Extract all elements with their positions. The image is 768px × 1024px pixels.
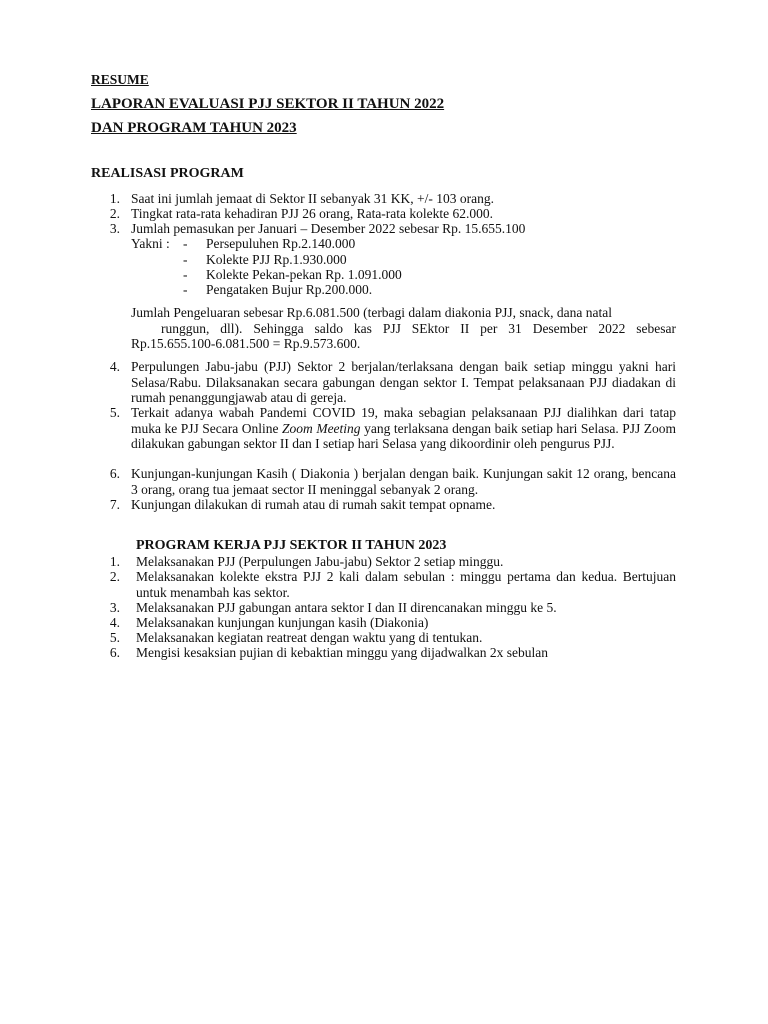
sub-item-pengataken: Pengataken Bujur Rp.200.000. xyxy=(206,282,373,297)
program-item-4: Melaksanakan kunjungan kunjungan kasih (Diakonia) xyxy=(136,615,429,630)
pengeluaran-line-2: runggun, dll). Sehingga saldo kas PJJ SEktor II per 31 Desember 2022 sebesar xyxy=(161,320,676,336)
sub-item-kolekte-pjj: Kolekte PJJ Rp.1.930.000 xyxy=(206,252,347,267)
realisasi-item-2: Tingkat rata-rata kehadiran PJJ 26 orang, Rata-rata kolekte 62.000. xyxy=(131,206,494,221)
list-number: 1. xyxy=(109,191,120,206)
list-number: 3. xyxy=(109,600,120,615)
realisasi-item-4: Perpulungen Jabu-jabu (PJJ) Sektor 2 berjalan/terlaksana dengan baik setiap minggu yakni hari Selasa/Rabu. Dilaksanakan secara gabungan dengan sektor I. Tempat pelaksanaan PJJ diadakan di rumah penanggungjawab atau di gereja. xyxy=(131,359,676,405)
program-item-6: Mengisi kesaksian pujian di kebaktian minggu yang dijadwalkan 2x sebulan xyxy=(136,645,549,660)
realisasi-item-1: Saat ini jumlah jemaat di Sektor II sebanyak 31 KK, +/- 103 orang. xyxy=(131,191,495,206)
pengeluaran-summary xyxy=(131,305,676,352)
list-number: 2. xyxy=(109,206,120,221)
list-number: 7. xyxy=(109,497,120,512)
resume-heading: RESUME xyxy=(91,72,149,87)
report-title-line2: DAN PROGRAM TAHUN 2023 xyxy=(91,120,297,136)
yakni-label: Yakni : xyxy=(131,236,170,251)
list-number: 5. xyxy=(109,405,120,420)
list-number: 2. xyxy=(109,569,120,584)
list-number: 1. xyxy=(109,554,120,569)
realisasi-item-6: Kunjungan-kunjungan Kasih ( Diakonia ) berjalan dengan baik. Kunjungan sakit 12 orang, bencana 3 orang, orang tua jemaat sector II meninggal sebanyak 2 orang. xyxy=(131,466,676,497)
sub-item-dash: - xyxy=(183,236,188,251)
sub-item-dash: - xyxy=(183,267,188,282)
program-item-2: Melaksanakan kolekte ekstra PJJ 2 kali dalam sebulan : minggu pertama dan kedua. Bertujuan untuk menambah kas sektor. xyxy=(136,569,676,600)
pengeluaran-line-1: Jumlah Pengeluaran sebesar Rp.6.081.500 (terbagi dalam diakonia PJJ, snack, dana natal xyxy=(131,305,612,320)
realisasi-item-7: Kunjungan dilakukan di rumah atau di rumah sakit tempat opname. xyxy=(131,497,496,512)
report-title-line1: LAPORAN EVALUASI PJJ SEKTOR II TAHUN 2022 xyxy=(91,96,445,112)
item5-text-end: yang terlaksana dengan baik setiap hari Selasa. PJJ Zoom dilakukan gabungan sektor II dan I setiap hari Selasa yang dikoordinir oleh pengurus PJJ. xyxy=(131,420,676,451)
item5-text-start: Terkait adanya wabah Pandemi COVID 19, maka sebagian pelaksanaan PJJ dialihkan dari tatap muka ke PJJ Secara Online xyxy=(131,405,676,436)
program-item-3: Melaksanakan PJJ gabungan antara sektor I dan II direncanakan minggu ke 5. xyxy=(136,600,557,615)
sub-item-kolekte-pekan: Kolekte Pekan-pekan Rp. 1.091.000 xyxy=(206,267,402,282)
list-number: 5. xyxy=(109,630,120,645)
program-heading: PROGRAM KERJA PJJ SEKTOR II TAHUN 2023 xyxy=(136,538,447,553)
realisasi-item-3: Jumlah pemasukan per Januari – Desember 2022 sebesar Rp. 15.655.100 xyxy=(131,221,526,236)
item5-zoom-meeting: Zoom Meeting xyxy=(282,420,361,436)
pengeluaran-line-3: Rp.15.655.100-6.081.500 = Rp.9.573.600. xyxy=(131,336,361,351)
realisasi-item-5 xyxy=(131,405,676,452)
list-number: 3. xyxy=(109,221,120,236)
list-number: 4. xyxy=(109,615,120,630)
sub-item-dash: - xyxy=(183,252,188,267)
program-item-5: Melaksanakan kegiatan reatreat dengan waktu yang di tentukan. xyxy=(136,630,483,645)
program-item-1: Melaksanakan PJJ (Perpulungen Jabu-jabu) Sektor 2 setiap minggu. xyxy=(136,554,504,569)
list-number: 6. xyxy=(109,645,120,660)
list-number: 6. xyxy=(109,466,120,481)
list-number: 4. xyxy=(109,359,120,374)
sub-item-dash: - xyxy=(183,282,188,297)
sub-item-persepuluhen: Persepuluhen Rp.2.140.000 xyxy=(206,236,356,251)
realisasi-heading: REALISASI PROGRAM xyxy=(91,166,244,181)
